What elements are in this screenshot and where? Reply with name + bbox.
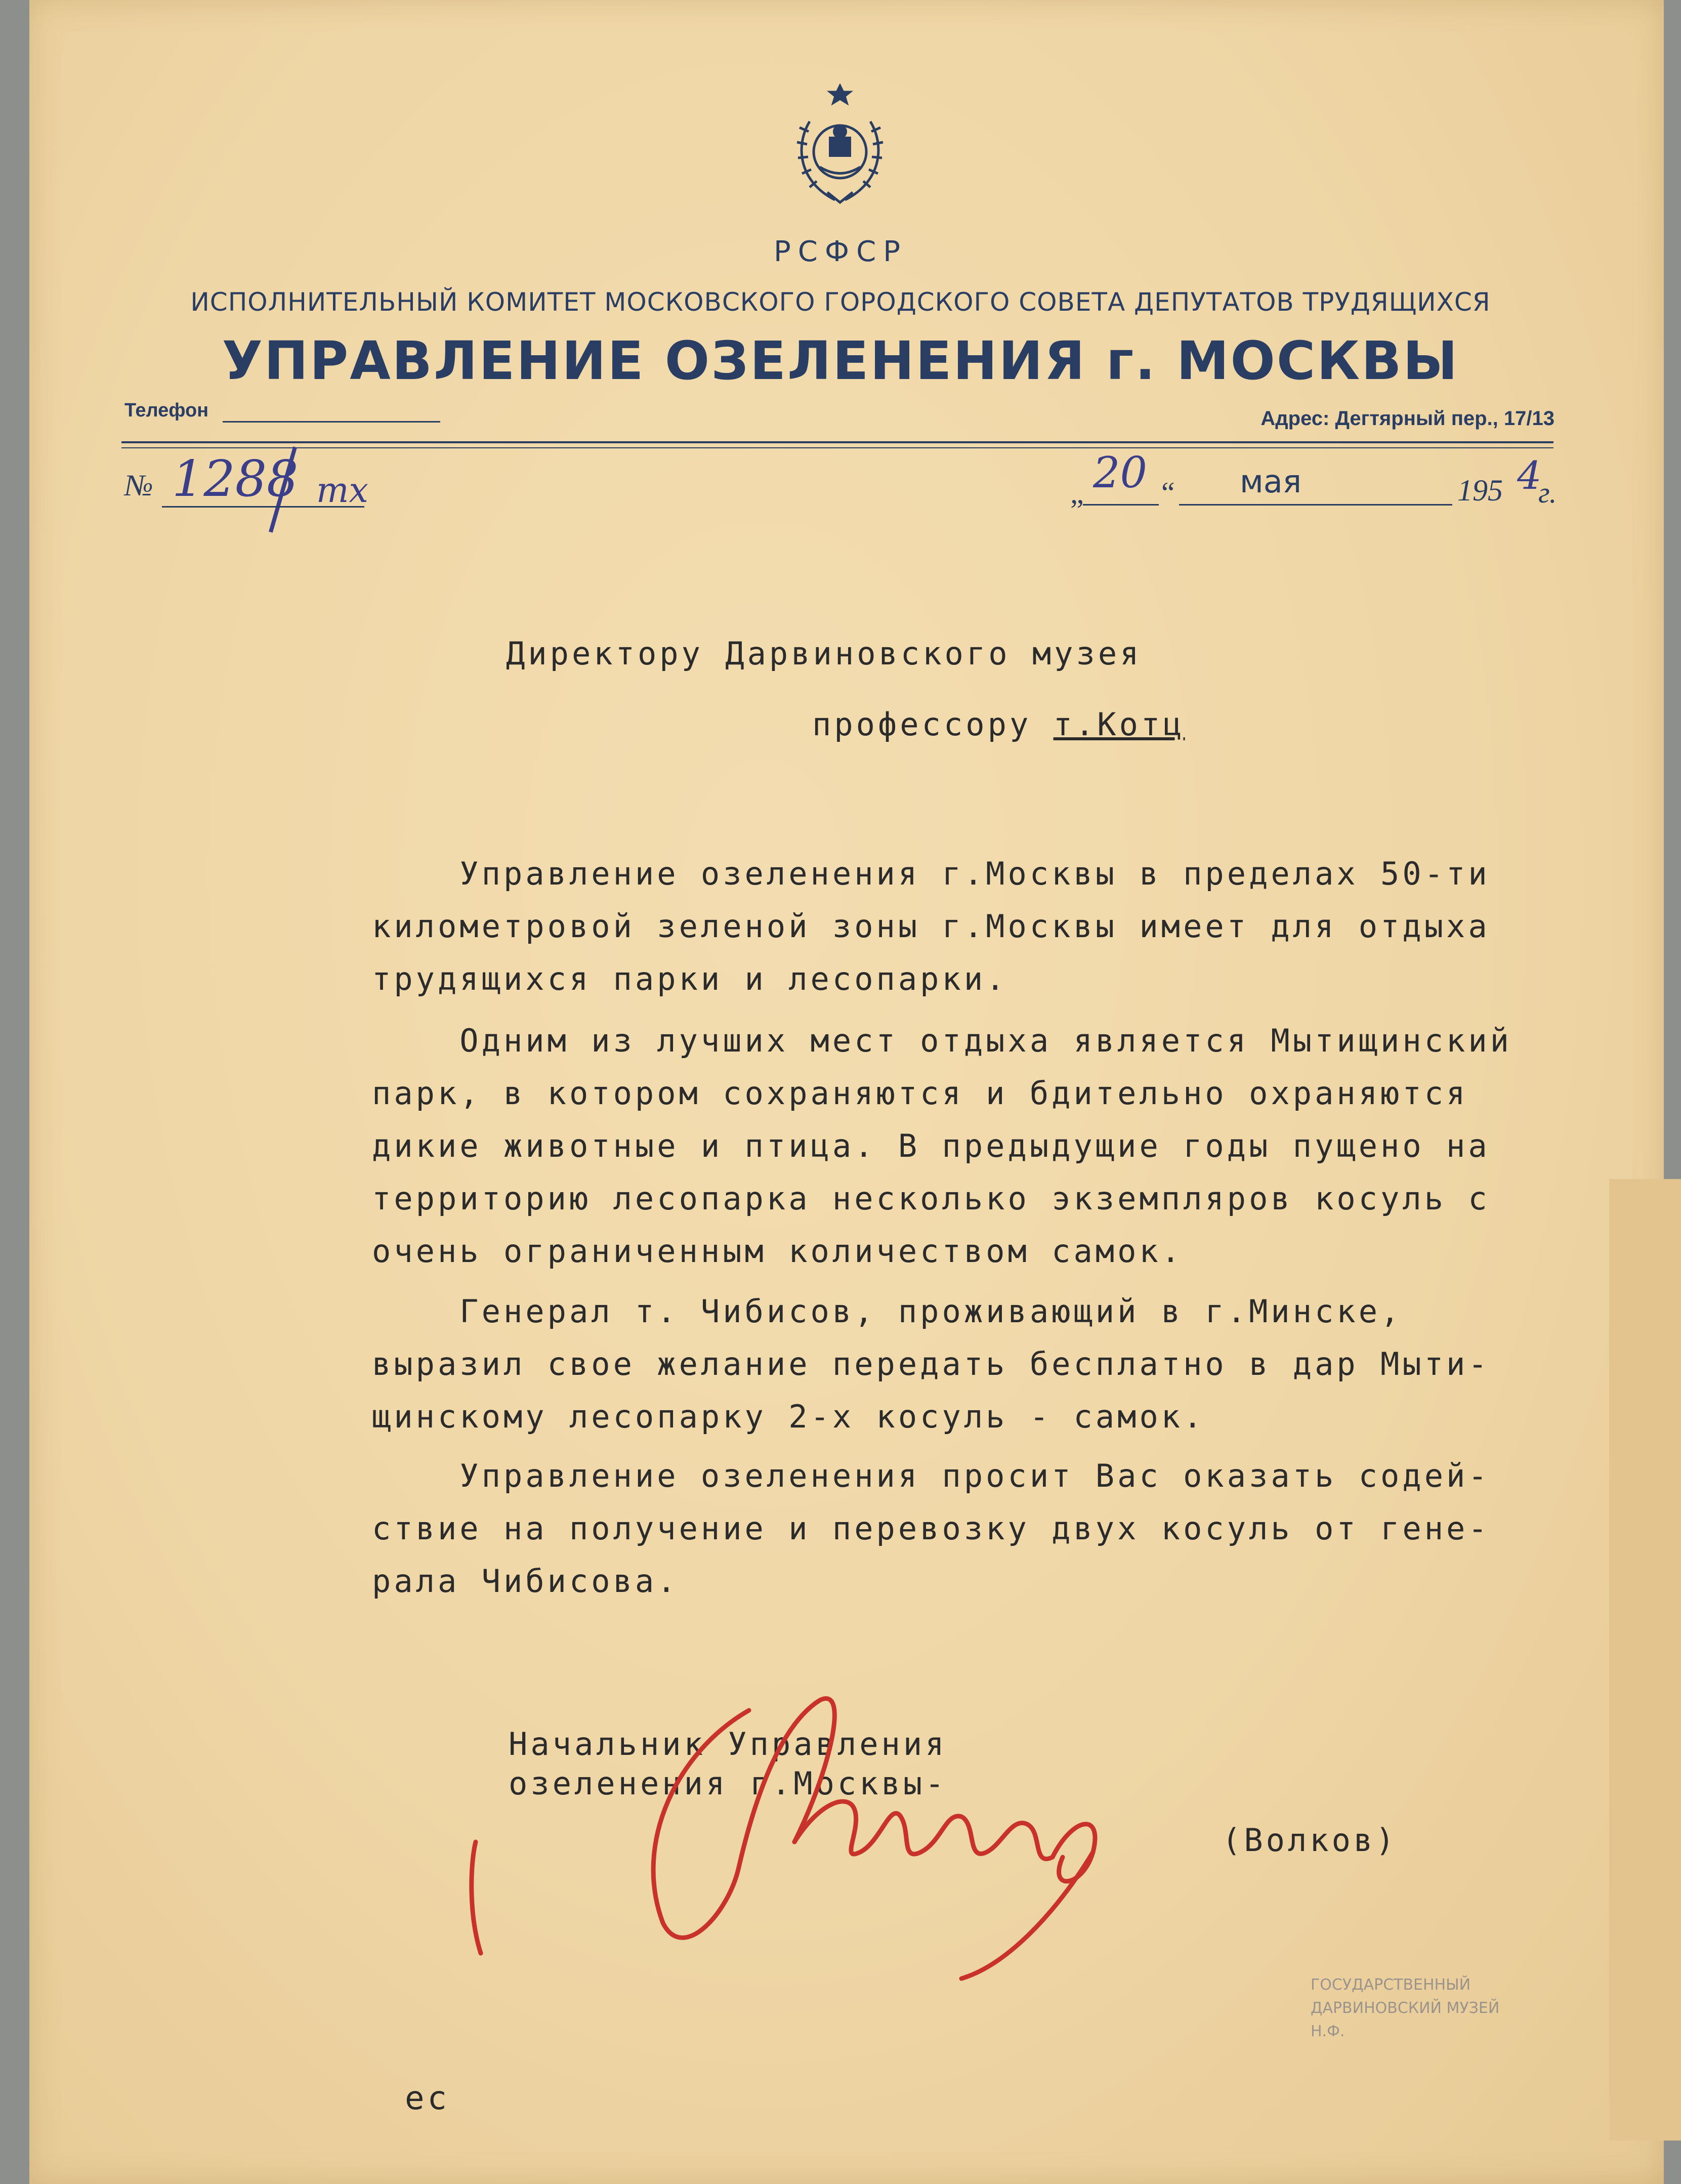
typist-initials: ес — [405, 2080, 450, 2117]
handwritten-signature — [466, 1650, 1407, 1984]
stamp-line: ДАРВИНОВСКИЙ МУЗЕЙ — [1311, 1999, 1500, 2017]
addressee-line-1: Директору Дарвиновского музея — [506, 635, 1142, 672]
number-underline — [162, 506, 364, 508]
museum-receipt-stamp — [1311, 1973, 1523, 2100]
stamp-line: Н.Ф. — [1311, 2023, 1345, 2040]
department-name: УПРАВЛЕНИЕ ОЗЕЛЕНЕНИЯ г. МОСКВЫ — [222, 330, 1459, 392]
body-paragraph-4: Управление озеленения просит Вас оказать содей- ствие на получение и перевозку двух косуль от гене- рала Чибисова. — [372, 1457, 1490, 1600]
body-paragraph-2: Одним из лучших мест отдыха является Мытищинский парк, в котором сохраняются и бдительно охраняются дикие животные и птица. В предыдущие годы пущено на территорию лесопарка несколько экземпляров косуль с очень ограниченным количеством самок. — [372, 1022, 1512, 1270]
signatory-name: (Волков) — [1222, 1822, 1398, 1859]
number-suffix: mx — [316, 471, 368, 511]
body-paragraph-1: Управление озеленения г.Москвы в пределах 50-ти километровой зеленой зоны г.Москвы имеет для отдыха трудящихся парки и лесопарки. — [372, 855, 1490, 997]
addressee-line-2 — [812, 706, 1185, 743]
body-paragraph-3: Генерал т. Чибисов, проживающий в г.Минске, выразил свое желание передать бесплатно в дар Мыти- щинскому лесопарку 2-х косуль - самок. — [372, 1293, 1490, 1435]
signatory-title-line-1: Начальник Управления — [509, 1726, 947, 1762]
addressee-name: т.Котц — [1053, 706, 1185, 743]
date-day-line — [1083, 504, 1159, 506]
addressee-title: профессору — [812, 706, 1054, 743]
number-label: № — [124, 469, 153, 502]
department-address: Адрес: Дегтярный пер., 17/13 — [1260, 407, 1554, 430]
date-month: мая — [1240, 463, 1302, 500]
stamp-line: ГОСУДАРСТВЕННЫЙ — [1311, 1976, 1471, 1994]
signatory-title-line-2: озеленения г.Москвы- — [509, 1765, 947, 1802]
date-day: 20 — [1093, 448, 1147, 497]
letterhead-divider-thin — [121, 447, 1553, 448]
outgoing-number: 1288 — [172, 450, 299, 508]
date-year-digit: 4 — [1517, 453, 1542, 498]
date-open-quote: „ — [1070, 476, 1084, 510]
letterhead-divider — [121, 441, 1553, 443]
paper-fold — [1609, 1179, 1681, 2140]
date-month-line — [1179, 504, 1452, 506]
republic-name: РСФСР — [774, 235, 907, 268]
phone-blank-line — [223, 421, 440, 423]
phone-label: Телефон — [124, 400, 209, 421]
date-close-quote: “ — [1161, 476, 1175, 510]
date-year-suffix: г. — [1538, 476, 1557, 509]
date-year-prefix: 195 — [1457, 474, 1503, 507]
coat-of-arms-icon — [779, 76, 901, 218]
committee-name: ИСПОЛНИТЕЛЬНЫЙ КОМИТЕТ МОСКОВСКОГО ГОРОДСКОГО СОВЕТА ДЕПУТАТОВ ТРУДЯЩИХСЯ — [190, 287, 1491, 317]
